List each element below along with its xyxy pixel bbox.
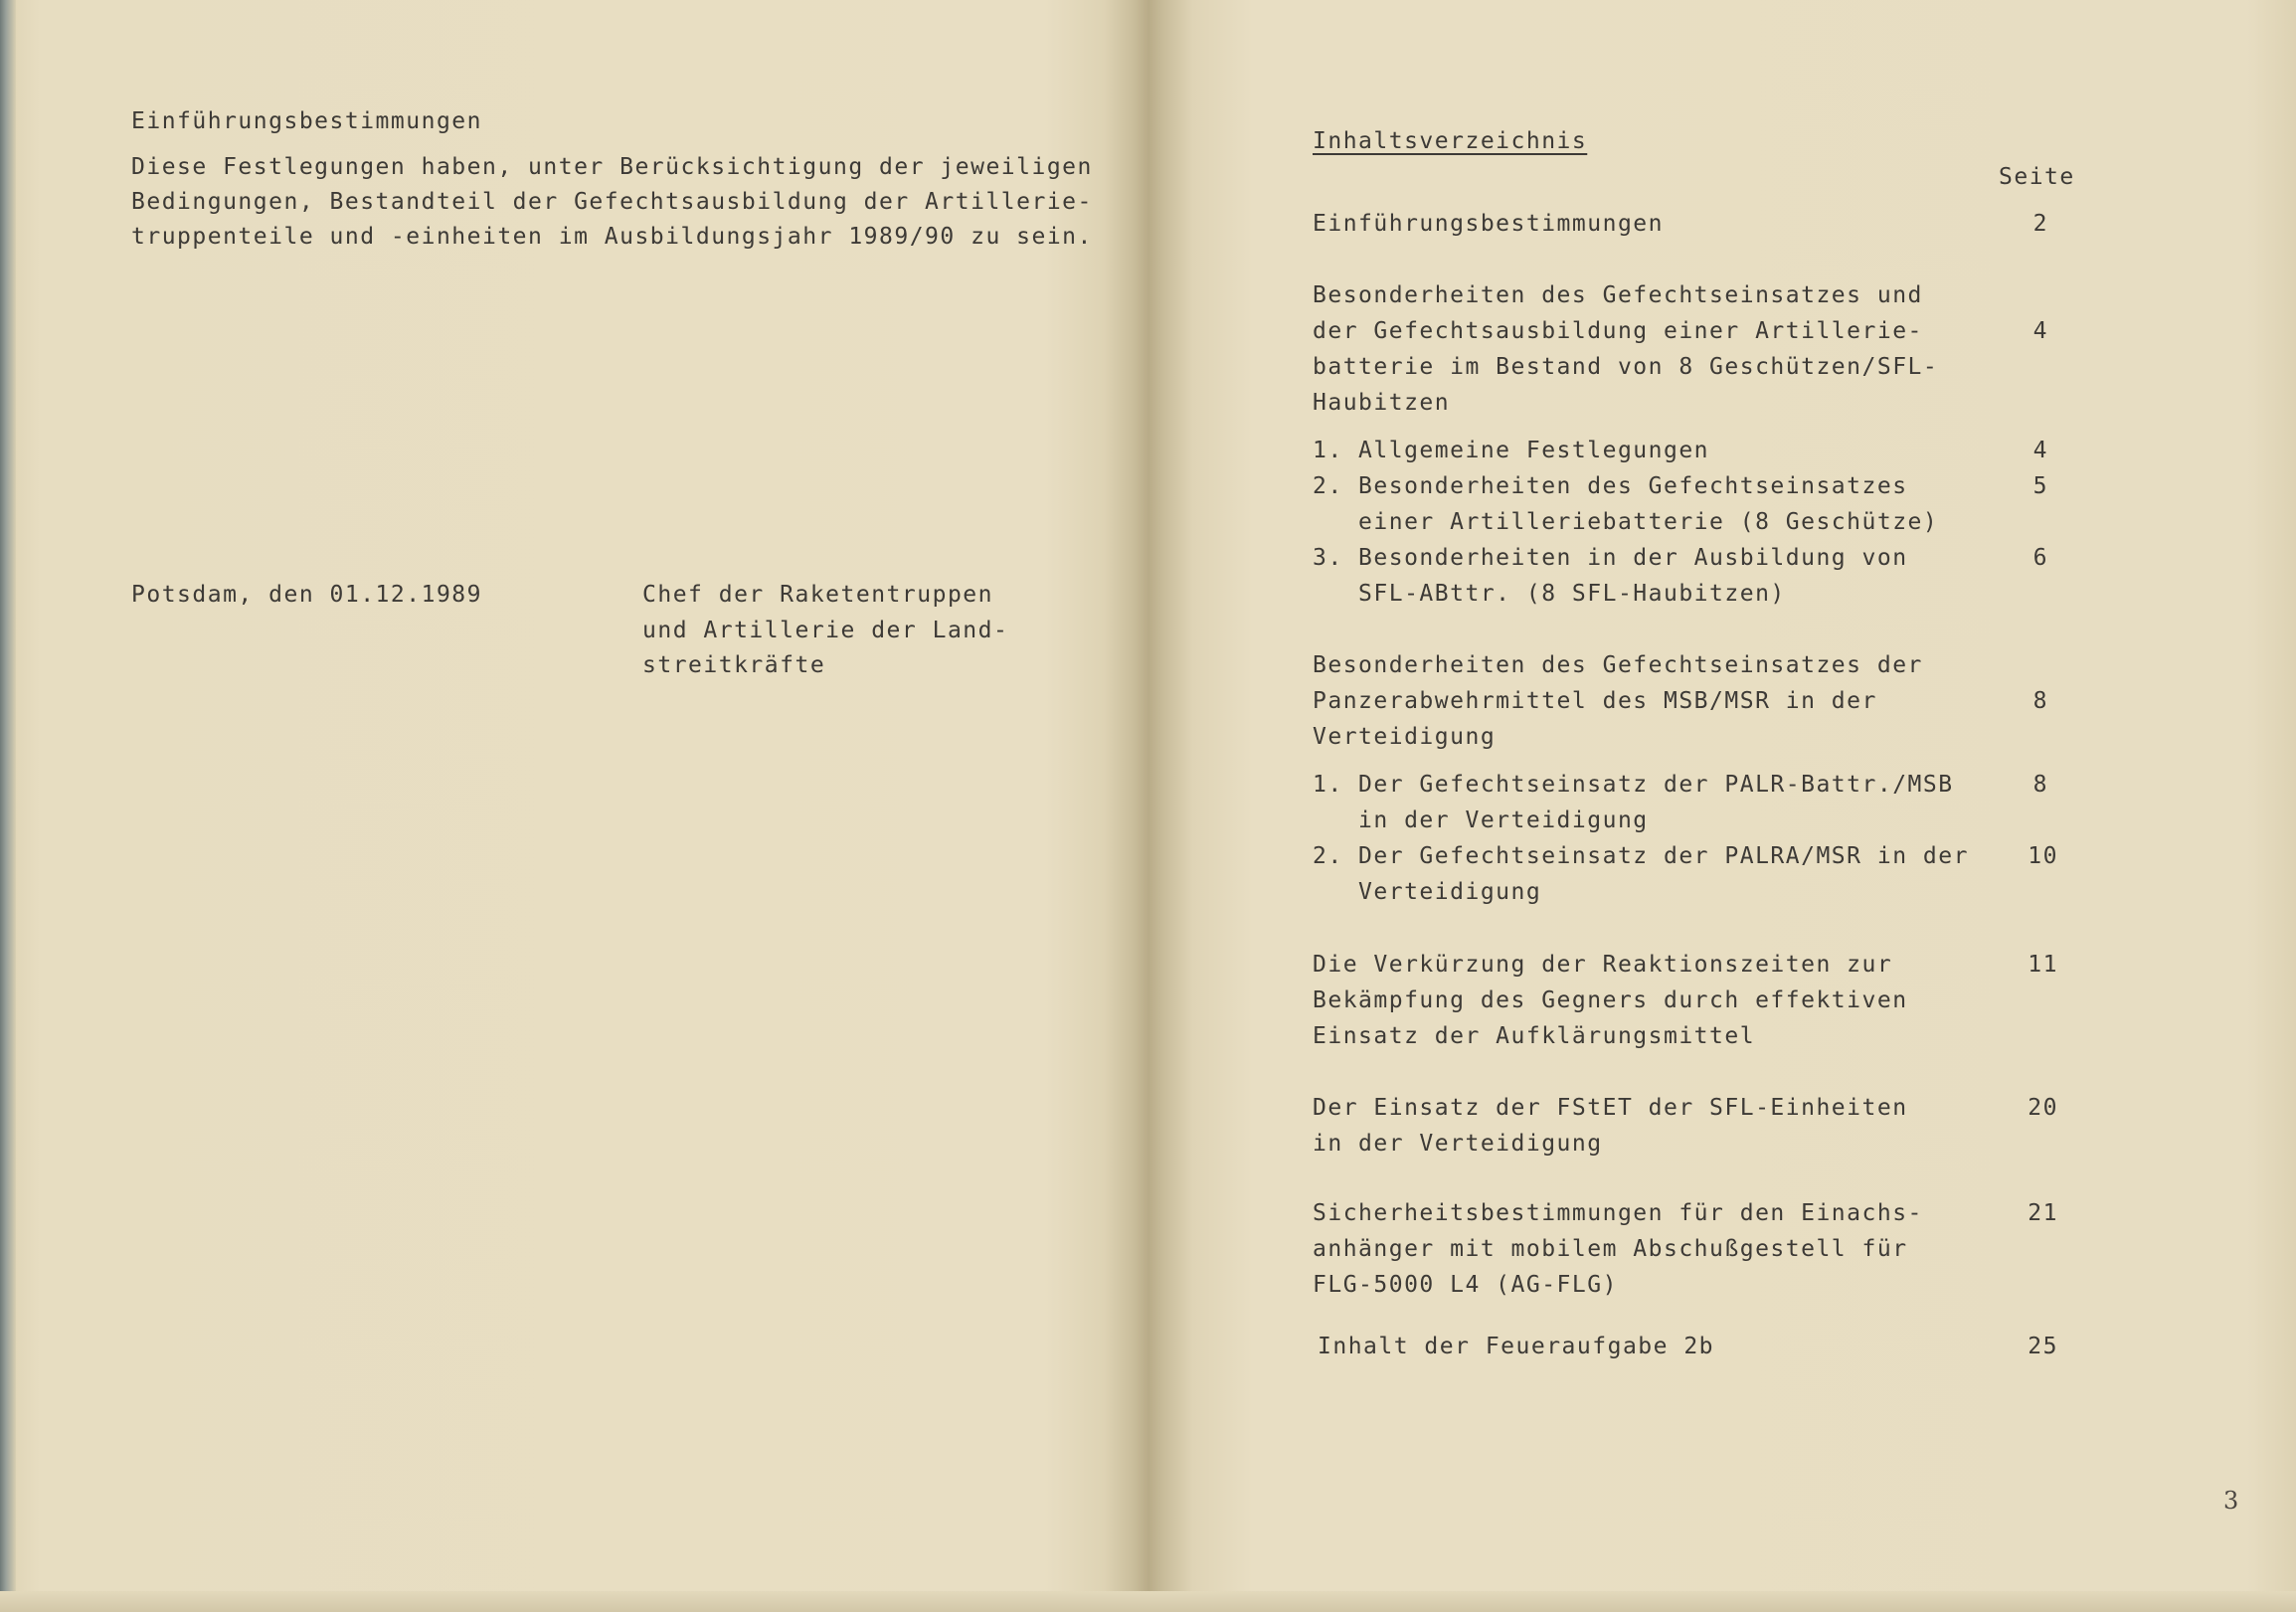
toc-entry-page: 8 <box>2032 688 2048 714</box>
toc-entry-line: in der Verteidigung <box>1313 807 1649 833</box>
toc-entry-line: FLG-5000 L4 (AG-FLG) <box>1313 1272 1618 1298</box>
toc-entry-line: 2. Der Gefechtseinsatz der PALRA/MSR in der <box>1313 843 1969 869</box>
toc-entry-line: Bekämpfung des Gegners durch effektiven <box>1313 987 1908 1013</box>
toc-entry-page: 6 <box>2032 545 2048 571</box>
toc-entry-line: Sicherheitsbestimmungen für den Einachs- <box>1313 1200 1923 1226</box>
toc-entry-line: in der Verteidigung <box>1313 1131 1603 1157</box>
page-number: 3 <box>2223 1487 2239 1515</box>
toc-entry-page: 20 <box>2028 1095 2058 1121</box>
toc-entry-page: 21 <box>2028 1200 2058 1226</box>
toc-entry-line: Besonderheiten des Gefechtseinsatzes der <box>1313 652 1923 678</box>
toc-entry-line: 1. Allgemeine Festlegungen <box>1313 438 1710 463</box>
toc-entry-line: Verteidigung <box>1313 724 1497 750</box>
toc-entry-line: anhänger mit mobilem Abschußgestell für <box>1313 1236 1908 1262</box>
place-date: Potsdam, den 01.12.1989 <box>131 582 482 608</box>
toc-entry-line: 3. Besonderheiten in der Ausbildung von <box>1313 545 1908 571</box>
toc-entry-line: 1. Der Gefechtseinsatz der PALR-Battr./MSB <box>1313 772 1954 798</box>
left-heading: Einführungsbestimmungen <box>131 108 482 134</box>
toc-entry-line: Panzerabwehrmittel des MSB/MSR in der <box>1313 688 1877 714</box>
toc-entry-page: 11 <box>2028 952 2058 978</box>
book-cover-edge <box>0 0 16 1612</box>
toc-entry-line: 2. Besonderheiten des Gefechtseinsatzes <box>1313 473 1908 499</box>
toc-entry-page: 2 <box>2032 211 2048 237</box>
toc-entry-line: Der Einsatz der FStET der SFL-Einheiten <box>1313 1095 1908 1121</box>
toc-entry-line: einer Artilleriebatterie (8 Geschütze) <box>1313 509 1939 535</box>
toc-entry-page: 8 <box>2032 772 2048 798</box>
toc-entry-page: 4 <box>2032 318 2048 344</box>
intro-line-3: truppenteile und -einheiten im Ausbildungsjahr 1989/90 zu sein. <box>131 224 1093 250</box>
toc-title: Inhaltsverzeichnis <box>1313 128 1588 154</box>
toc-entry-line: SFL-ABttr. (8 SFL-Haubitzen) <box>1313 581 1786 607</box>
toc-entry-line: Haubitzen <box>1313 390 1451 416</box>
toc-entry-line: Einführungsbestimmungen <box>1313 211 1664 237</box>
page-bottom-edge <box>0 1591 2296 1612</box>
toc-entry-line: Besonderheiten des Gefechtseinsatzes und <box>1313 282 1923 308</box>
toc-entry-line: batterie im Bestand von 8 Geschützen/SFL- <box>1313 354 1939 380</box>
toc-entry-line: der Gefechtsausbildung einer Artillerie- <box>1313 318 1923 344</box>
signature-line-3: streitkräfte <box>642 652 826 678</box>
intro-line-1: Diese Festlegungen haben, unter Berücksichtigung der jeweiligen <box>131 154 1093 180</box>
toc-entry-page: 4 <box>2032 438 2048 463</box>
toc-entry-line: Inhalt der Feueraufgabe 2b <box>1318 1334 1715 1359</box>
signature-line-1: Chef der Raketentruppen <box>642 582 993 608</box>
toc-entry-page: 10 <box>2028 843 2058 869</box>
toc-entry-line: Die Verkürzung der Reaktionszeiten zur <box>1313 952 1893 978</box>
toc-entry-page: 5 <box>2032 473 2048 499</box>
toc-entry-line: Verteidigung <box>1313 879 1542 905</box>
toc-entry-line: Einsatz der Aufklärungsmittel <box>1313 1023 1756 1049</box>
page-column-header: Seite <box>1999 164 2075 190</box>
signature-line-2: und Artillerie der Land- <box>642 618 1009 643</box>
intro-line-2: Bedingungen, Bestandteil der Gefechtsausbildung der Artillerie- <box>131 189 1093 215</box>
toc-entry-page: 25 <box>2028 1334 2058 1359</box>
